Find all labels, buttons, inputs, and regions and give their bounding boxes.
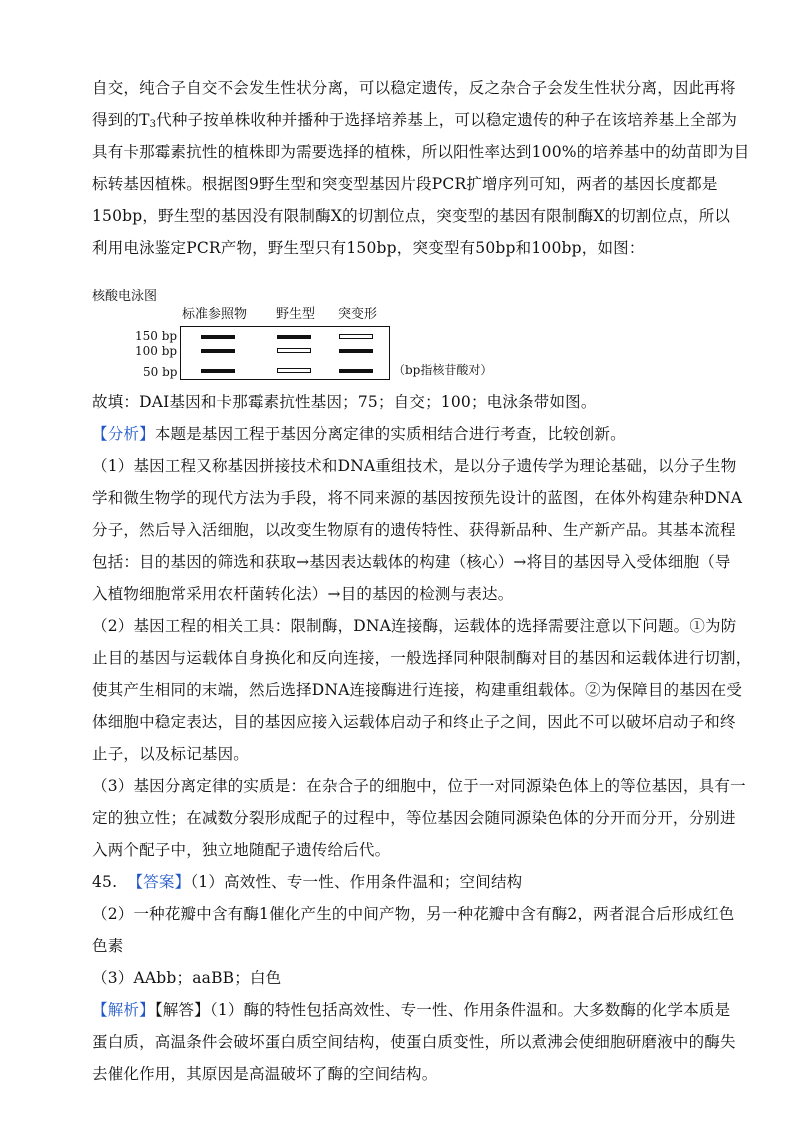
text-line: 学和微生物学的现代方法为手段，将不同来源的基因按预先设计的蓝图，在体外构建杂种DNA bbox=[92, 489, 743, 507]
gel-column-wild: 野生型 bbox=[276, 307, 316, 322]
question-number: 45. bbox=[92, 873, 118, 891]
text-line: 止目的基因与运载体自身换化和反向连接，一般选择同种限制酶对目的基因和运载体进行切割， bbox=[92, 649, 752, 667]
text-line: 包括：目的基因的筛选和获取→基因表达载体的构建（核心）→将目的基因导入受体细胞（导 bbox=[92, 553, 731, 571]
text-line: 自交，纯合子自交不会发生性状分离，可以稳定遗传，反之杂合子会发生性状分离，因此再将 bbox=[92, 79, 736, 97]
text-line: 定的独立性；在减数分裂形成配子的过程中，等位基因会随同源染色体的分开而分开，分别进 bbox=[92, 809, 736, 827]
gel-column-standard: 标准参照物 bbox=[182, 307, 248, 322]
band-standard-150 bbox=[201, 335, 235, 339]
text-line: （2）一种花瓣中含有酶1催化产生的中间产物，另一种花瓣中含有酶2，两者混合后形成红色 bbox=[92, 905, 735, 923]
gel-box bbox=[180, 326, 390, 380]
band-mutant-100 bbox=[339, 349, 373, 353]
band-wild-100 bbox=[277, 348, 311, 353]
text-line: 标转基因植株。根据图9野生型和突变型基因片段PCR扩增序列可知，两者的基因长度都是 bbox=[92, 175, 718, 193]
text-line: 止子，以及标记基因。 bbox=[92, 745, 250, 763]
text-line: 得到的$T_3$代种子按单株收种并播种于选择培养基上，可以稳定遗传的种子在该培养基上全部为 bbox=[92, 111, 738, 130]
text-line: 色素 bbox=[92, 937, 124, 955]
explanation-line: 【解析】【解答】（1）酶的特性包括高效性、专一性、作用条件温和。大多数酶的化学本质是 bbox=[92, 1001, 731, 1019]
analysis-line: 【分析】本题是基因工程于基因分离定律的实质相结合进行考查，比较创新。 bbox=[92, 425, 626, 443]
gel-row-50: 50 bp bbox=[143, 365, 178, 379]
text-line: （3）基因分离定律的实质是：在杂合子的细胞中，位于一对同源染色体上的等位基因，具有一 bbox=[92, 777, 746, 795]
band-wild-50 bbox=[277, 368, 311, 373]
text-line: （2）基因工程的相关工具：限制酶，DNA连接酶，运载体的选择需要注意以下问题。①为防 bbox=[92, 617, 737, 635]
band-standard-50 bbox=[201, 369, 235, 373]
text-line: 使其产生相同的末端，然后选择DNA连接酶进行连接，构建重组载体。②为保障目的基因在受 bbox=[92, 681, 743, 699]
text-line: （1）基因工程又称基因拼接技术和DNA重组技术，是以分子遗传学为理论基础，以分子生物 bbox=[92, 457, 737, 475]
text-line: 150bp，野生型的基因没有限制酶X的切割位点，突变型的基因有限制酶X的切割位点，所以 bbox=[92, 207, 731, 225]
gel-title: 核酸电泳图 bbox=[92, 289, 158, 304]
gel-column-mutant: 突变形 bbox=[338, 307, 378, 322]
explanation-tag: 【解析】 bbox=[92, 1001, 155, 1019]
band-mutant-150 bbox=[339, 334, 373, 339]
solution-tag: 【解答】 bbox=[154, 1001, 210, 1019]
text-line: 入植物细胞常采用农杆菌转化法）→目的基因的检测与表达。 bbox=[92, 585, 514, 603]
text-line: 蛋白质，高温条件会破坏蛋白质空间结构，使蛋白质变性，所以煮沸会使细胞研磨液中的酶失 bbox=[92, 1033, 736, 1051]
text-line: 具有卡那霉素抗性的植株即为需要选择的植株，所以阳性率达到100%的培养基中的幼苗即为目 bbox=[92, 143, 750, 161]
text-line: 去催化作用，其原因是高温破坏了酶的空间结构。 bbox=[92, 1065, 438, 1083]
text-line: 利用电泳鉴定PCR产物，野生型只有150bp，突变型有50bp和100bp，如图： bbox=[92, 239, 645, 257]
answer-fill: 故填：DAI基因和卡那霉素抗性基因；75；自交；100；电泳条带如图。 bbox=[92, 393, 597, 411]
band-wild-150 bbox=[277, 335, 311, 339]
band-mutant-50 bbox=[339, 369, 373, 373]
text-line: （3）AAbb；aaBB；白色 bbox=[92, 969, 282, 987]
band-standard-100 bbox=[201, 349, 235, 353]
gel-row-100: 100 bp bbox=[135, 344, 178, 358]
text-line: 入两个配子中，独立地随配子遗传给后代。 bbox=[92, 841, 391, 859]
analysis-tag: 【分析】 bbox=[92, 425, 155, 443]
text-line: 分子，然后导入活细胞，以改变生物原有的遗传特性、获得新品种、生产新产品。其基本流程 bbox=[92, 521, 736, 539]
gel-row-150: 150 bp bbox=[135, 329, 178, 343]
gel-note: （bp指核苷酸对） bbox=[393, 363, 493, 377]
text-line: 体细胞中稳定表达，目的基因应接入运载体启动子和终止子之间，因此不可以破坏启动子和终 bbox=[92, 713, 736, 731]
question-45-answer: 45. 【答案】（1）高效性、专一性、作用条件温和；空间结构 bbox=[92, 873, 523, 891]
answer-tag: 【答案】 bbox=[127, 873, 191, 891]
